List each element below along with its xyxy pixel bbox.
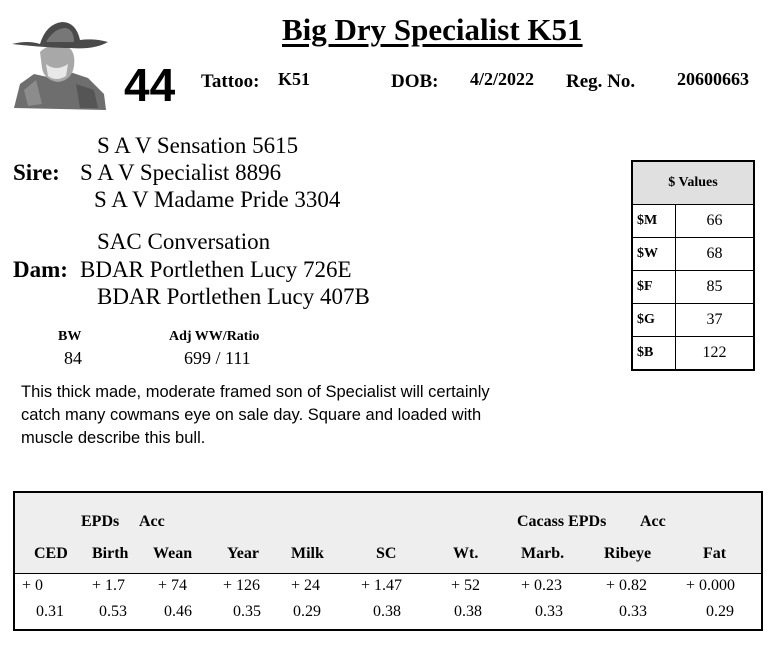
epd-table [13,491,763,631]
dob-label: DOB: [391,71,439,92]
value-amount: 122 [676,337,755,371]
col-header-milk: Milk [291,545,324,562]
col-header-fat: Fat [703,545,727,562]
col-header-marb: Marb. [521,545,565,562]
value-label: $F [632,271,676,304]
dollar-values-table [631,160,755,371]
epd-marb: + 0.23 [521,577,563,594]
value-label: $B [632,337,676,371]
dam-name: BDAR Portlethen Lucy 726E [80,257,352,282]
acc-birth: 0.53 [99,603,127,620]
adj-ww-value: 699 / 111 [184,348,251,368]
value-amount: 85 [676,271,755,304]
acc-wt: 0.38 [454,603,482,620]
epd-birth: + 1.7 [92,577,126,594]
col-header-year: Year [227,545,259,562]
tattoo-value: K51 [278,69,311,89]
reg-value: 20600663 [677,69,749,89]
epds-title: EPDs [81,513,120,530]
table-row [632,337,754,371]
dob-value: 4/2/2022 [470,69,535,89]
bw-value: 84 [64,348,82,368]
acc-ribeye: 0.33 [619,603,647,620]
col-header-sc: SC [376,545,397,562]
table-row [632,271,754,304]
table-row [632,238,754,271]
value-label: $G [632,304,676,337]
acc-wean: 0.46 [164,603,192,620]
acc-marb: 0.33 [535,603,563,620]
epd-fat: + 0.000 [686,577,736,594]
reg-label: Reg. No. [566,71,636,92]
carcass-epds-title: Cacass EPDs [517,513,607,530]
epds-acc-label: Acc [139,513,165,530]
epd-sc: + 1.47 [361,577,403,594]
sire-sire: S A V Sensation 5615 [97,133,299,158]
value-amount: 68 [676,238,755,271]
adj-ww-label: Adj WW/Ratio [169,329,260,344]
acc-ced: 0.31 [36,603,64,620]
table-row [632,205,754,238]
epd-milk: + 24 [291,577,321,594]
table-row [632,304,754,337]
epd-ribeye: + 0.82 [606,577,648,594]
bw-label: BW [58,329,82,344]
epd-year: + 126 [223,577,261,594]
acc-year: 0.35 [233,603,261,620]
epd-wean: + 74 [158,577,188,594]
col-header-ribeye: Ribeye [604,545,652,562]
col-header-wean: Wean [153,545,193,562]
col-header-wt: Wt. [453,545,479,562]
tattoo-label: Tattoo: [201,71,260,92]
epd-ced: + 0 [22,577,44,594]
carcass-acc-label: Acc [640,513,666,530]
sire-name: S A V Specialist 8896 [80,160,282,185]
animal-name: Big Dry Specialist K51 [282,12,583,47]
value-amount: 66 [676,205,755,238]
value-label: $W [632,238,676,271]
lot-number: 44 [124,59,176,111]
col-header-ced: CED [34,545,68,562]
dam-label: Dam: [13,257,68,282]
dam-sire: SAC Conversation [97,229,271,254]
description: This thick made, moderate framed son of Specialist will certainly catch many cowmans eye on sale day. Square and loaded with muscle describe this bull. [21,383,490,447]
sire-label: Sire: [13,160,60,185]
acc-milk: 0.29 [293,603,321,620]
acc-sc: 0.38 [373,603,401,620]
col-header-birth: Birth [92,545,129,562]
dollar-values-title: $ Values [632,161,754,205]
value-amount: 37 [676,304,755,337]
cowboy-logo [10,14,110,114]
epd-wt: + 52 [451,577,481,594]
dam-dam: BDAR Portlethen Lucy 407B [97,284,370,309]
acc-fat: 0.29 [706,603,734,620]
value-label: $M [632,205,676,238]
sire-dam: S A V Madame Pride 3304 [94,187,341,212]
